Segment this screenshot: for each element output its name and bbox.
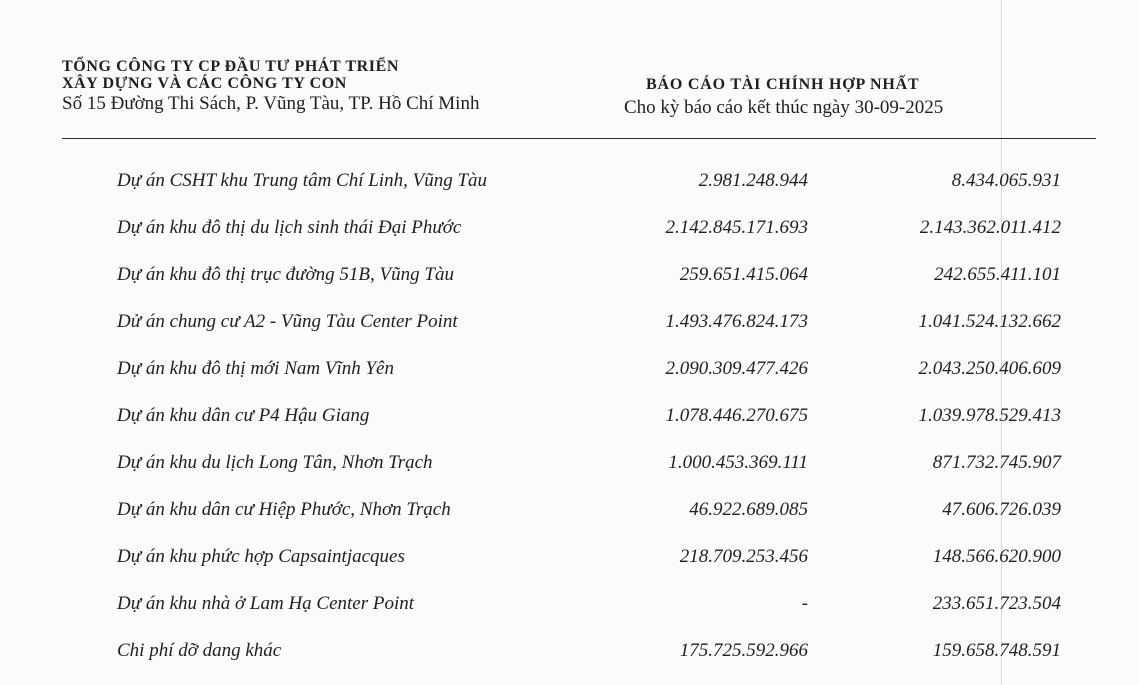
row-value-current: - — [801, 593, 808, 614]
row-value-current: 2.142.845.171.693 — [665, 217, 808, 238]
company-name-line1: TỔNG CÔNG TY CP ĐẦU TƯ PHÁT TRIỂN — [62, 58, 400, 75]
row-value-current: 218.709.253.456 — [679, 546, 808, 567]
company-address: Số 15 Đường Thi Sách, P. Vũng Tàu, TP. Hồ Chí Minh — [62, 93, 480, 114]
row-value-current: 2.090.309.477.426 — [665, 358, 808, 379]
row-value-prior: 8.434.065.931 — [951, 170, 1061, 191]
report-period: Cho kỳ báo cáo kết thúc ngày 30-09-2025 — [624, 97, 944, 118]
row-value-prior: 47.606.726.039 — [942, 499, 1061, 520]
row-label: Dự án khu du lịch Long Tân, Nhơn Trạch — [117, 452, 433, 473]
row-label: Dự án khu đô thị trục đường 51B, Vũng Tàu — [117, 264, 454, 285]
table-row — [0, 497, 1139, 544]
table-row — [0, 450, 1139, 497]
row-value-prior: 242.655.411.101 — [934, 264, 1061, 285]
row-value-prior: 1.041.524.132.662 — [918, 311, 1061, 332]
table-row — [0, 262, 1139, 309]
table-row — [0, 356, 1139, 403]
row-value-current: 1.000.453.369.111 — [668, 452, 808, 473]
row-label: Chi phí dỡ dang khác — [117, 640, 282, 661]
table-row — [0, 591, 1139, 638]
row-label: Dự án CSHT khu Trung tâm Chí Linh, Vũng Tàu — [117, 170, 488, 191]
table-row — [0, 638, 1139, 685]
row-value-prior: 2.043.250.406.609 — [918, 358, 1061, 379]
row-value-current: 175.725.592.966 — [679, 640, 808, 661]
table-row — [0, 309, 1139, 356]
row-label: Dử án chung cư A2 - Vũng Tàu Center Point — [117, 311, 458, 332]
table-row — [0, 168, 1139, 215]
row-label: Dự án khu đô thị mới Nam Vĩnh Yên — [117, 358, 394, 379]
row-value-current: 259.651.415.064 — [679, 264, 808, 285]
row-label: Dự án khu phức hợp Capsaintjacques — [117, 546, 405, 567]
row-value-prior: 2.143.362.011.412 — [919, 217, 1061, 238]
row-value-prior: 871.732.745.907 — [932, 452, 1061, 473]
company-header — [62, 58, 479, 116]
row-label: Dự án khu đô thị du lịch sinh thái Đại Phước — [117, 217, 462, 238]
header-divider — [62, 138, 1096, 139]
row-value-prior: 1.039.978.529.413 — [918, 405, 1061, 426]
cost-table — [0, 168, 1139, 685]
table-row — [0, 215, 1139, 262]
row-value-prior: 159.658.748.591 — [932, 640, 1061, 661]
row-label: Dự án khu dân cư Hiệp Phước, Nhơn Trạch — [117, 499, 451, 520]
row-value-current: 2.981.248.944 — [698, 170, 808, 191]
table-row — [0, 403, 1139, 450]
report-header — [624, 75, 943, 121]
row-label: Dự án khu dân cư P4 Hậu Giang — [117, 405, 370, 426]
table-row — [0, 544, 1139, 591]
row-value-prior: 233.651.723.504 — [932, 593, 1061, 614]
row-value-current: 46.922.689.085 — [689, 499, 808, 520]
row-label: Dự án khu nhà ở Lam Hạ Center Point — [117, 593, 415, 614]
report-title: BÁO CÁO TÀI CHÍNH HỢP NHẤT — [646, 76, 920, 93]
row-value-current: 1.078.446.270.675 — [665, 405, 808, 426]
row-value-prior: 148.566.620.900 — [932, 546, 1061, 567]
company-name-line2: XÂY DỰNG VÀ CÁC CÔNG TY CON — [62, 75, 347, 92]
row-value-current: 1.493.476.824.173 — [665, 311, 808, 332]
